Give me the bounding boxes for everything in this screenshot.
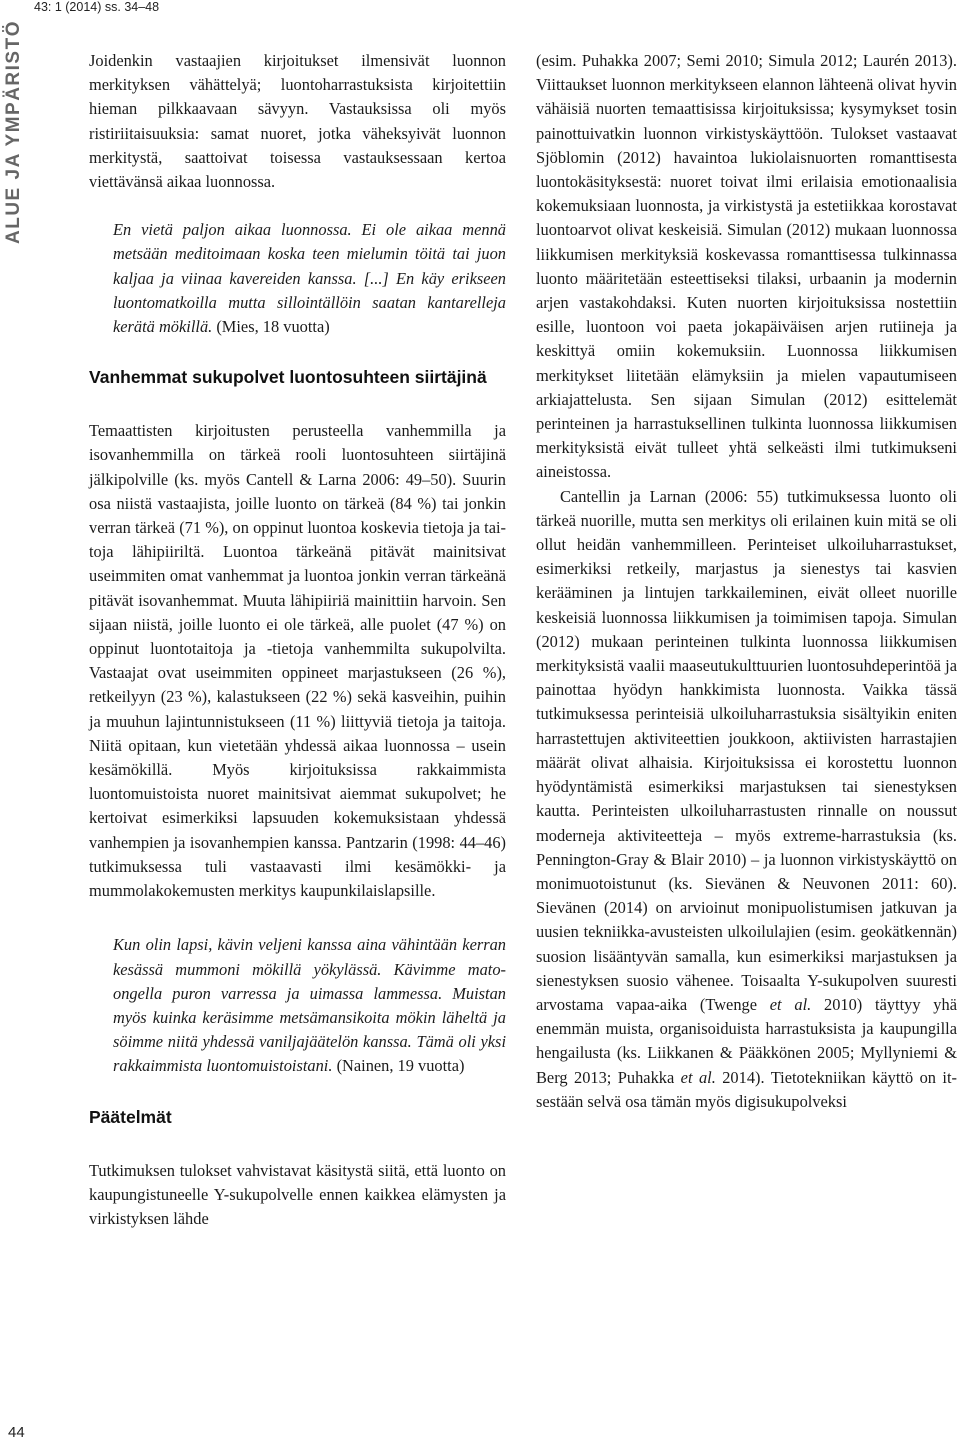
- section-heading: Päätelmät: [89, 1106, 172, 1127]
- body-paragraph: [536, 485, 957, 1114]
- italic-run: et al.: [769, 994, 812, 1014]
- journal-citation: 43: 1 (2014) ss. 34–48: [34, 0, 160, 14]
- section-heading: Vanhemmat sukupolvet luontosuhteen siirtäjinä: [89, 367, 487, 388]
- journal-sidebar-label: ALUE JA YMPÄRISTÖ: [3, 20, 24, 244]
- body-paragraph: Tutkimuksen tulokset vahvistavat käsitystä siitä, että luonto on kaupungistuneelle Y-sukupolvelle ennen kaikkea elämysten ja virkistyksen lähde: [89, 1160, 506, 1228]
- left-column: [89, 49, 506, 1231]
- intro-paragraph: Joidenkin vastaajien kirjoitukset ilmensivät luonnon merkityksen vähättelyä; luontoharrastuksista kirjoitettiin hieman pilkkaavaan sävyyn. Vastauksissa oli myös ristiriitaisuuksia: samat nuoret, jotka väheksyivät luonnon merkitystä, saattoivat toisessa vastauksessaan kertoa viettävänsä aikaa luonnossa.: [89, 51, 506, 192]
- body-paragraph: (esim. Puhakka 2007; Semi 2010; Simula 2012; Laurén 2013). Viittaukset luonnon merkitykseen elannon lähteenä olivat hyvin vähäisiä nuorten temaattisissa kirjoituksissa; kysymykset tosin painottuivatkin luonnon virkistyskäyttöön. Tulokset vastaavat Sjöblomin (2012) havaintoa lukiolaisnuorten romanttisesta luontokäsityksestä: nuoret toivat ilmi erilaisia emotionaalisia kokemuksiaan luonnosta, ja virkistystä ja estetiikkaa korostavat luontoarvot olivat keskeisiä. Simulan (2012) mukaan luonnossa liikkumisen merkityksiä koskevassa romanttisessa tulkinnassa luonto määritetään esteettiseksi tilaksi, urbaanin ja modernin arjen vastakohdaksi. Kuten nuorten kirjoituksissa nostettiin esille, luontoon voi paeta jokapäiväisen arjen rutiineja ja keskittyä omiin kokemuksiin. Luonnossa liikkumisen merkitykset liitetään elämyksiin ja mielen vapautumiseen arkiajattelusta. Sen sijaan Simulan (2012) esittelemät perinteinen ja harrastuksellinen tulkinta luonnossa liikkumisen merkityksistä eivät tulleet yhtä selkeästi ilmi tutkimukseni aineistossa.: [536, 51, 957, 482]
- quote-text: Kun olin lapsi, kävin veljeni kanssa aina vähintään kerran kesässä mummoni mökillä yökylässä. Kävimme mato-ongella puron varressa ja uimassa lammessa. Muistan myös kuinka keräsimme metsämansikoita mökin läheltä ja söimme niitä yhdessä vaniljajäätelön kanssa. Tämä oli yksi rakkaimmista luontomuistoistani.: [113, 935, 506, 1076]
- italic-run: et al.: [680, 1067, 716, 1087]
- page-number: 44: [8, 1424, 25, 1441]
- block-quote-1: [113, 218, 506, 339]
- text-run: 2010) täyttyy yhä enemmän muista, organisoiduista harrastuksista ja kaupungilla hengailusta (ks. Liikkanen & Pääkkönen 2005; Myllyniemi & Berg 2013; Puhakka: [536, 994, 957, 1087]
- quote-source: (Mies, 18 vuotta): [212, 317, 330, 337]
- block-quote-2: [113, 933, 506, 1078]
- text-run: 2014). Tietotekniikan käyttö on itsestään selvä osa tämän myös digisukupolveksi: [536, 1067, 957, 1111]
- quote-text: En vietä paljon aikaa luonnossa. Ei ole aikaa mennä metsään meditoimaan koska teen mielumin töitä tai juon kaljaa ja viinaa kavereiden kanssa. [...] En käy erikseen luontomatkoilla mutta sillointällöin saatan kantarelleja kerätä mökillä.: [113, 220, 506, 337]
- quote-source: (Nainen, 19 vuotta): [332, 1056, 465, 1076]
- right-column: [536, 49, 957, 1114]
- text-run: Cantellin ja Larnan (2006: 55) tutkimuksessa luonto oli tärkeä nuorille, mutta sen merkitys oli erilainen kuin mitä se oli ollut heidän vanhemmilleen. Perinteiset ulkoiluharrastukset, esimerkiksi retkeily, marjastus ja sienestys tai kasvien kerääminen ja lintujen tarkkaileminen, eivät olleet nuorille keskeisiä luonnossa liikkumisen ja toimimisen tapoja. Simulan (2012) mukaan perinteinen tulkinta luonnossa liikkumisen merkityksistä vaalii maaseutukulttuurien luontosuhdeperintöä ja painottaa hyödyn hankkimista luonnosta. Vaikka tässä tutkimuksessa perinteisiä ulkoiluharrastuksia sisältyikin eniten harrastettujen aktiviteettien joukkoon, aktiivisten harrastajien määrät olivat alhaisia. Kirjoituksissa ei korostettu luonnon hyödyntämistä esimerkiksi marjastuksen tai sienestyksen kautta. Perinteisten ulkoiluharrastusten rinnalle on noussut moderneja aktiviteetteja – myös extreme-harrastuksia (ks. Pennington-Gray & Blair 2010) – ja luonnon virkistyskäyttö on monimuotoistunut (ks. Sievänen & Neuvonen 2011: 60). Sievänen (2014) on arvioinut monipuolistumisen jatkuvan ja uusien tekniikka-avusteisten ulkoilulajien (esim. geokätkennän) suosion lisääntyvän samalla, kun esimerkiksi marjastuksen ja sienestyksen suosio vähenee. Toisaalta Y-sukupolven suuresti arvostama vapaa-aika (Twenge: [536, 486, 957, 1014]
- body-paragraph: Temaattisten kirjoitusten perusteella vanhemmilla ja isovanhemmilla on tärkeä rooli luontosuhteen siirtäjinä jälkipolville (ks. myös Cantell & Larna 2006: 49–50). Suurin osa niistä vastaajista, joille luonto on tärkeä (84 %) tai jonkin verran tärkeä (71 %), on oppinut luontoa koskevia tietoja ja taitoja lähipiiriltä. Luontoa tärkeänä pitävät mainitsivat useimmiten omat vanhemmat ja luontoa jonkin verran tärkeänä pitävät isovanhemmat. Muuta lähipiiriä mainittiin harvoin. Sen sijaan niistä, joille luonto ei ole tärkeä, alle puolet (47 %) on oppinut luontotaitoja ja -tietoja vanhemmilta sukupolvilta. Vastaajat ovat useimmiten oppineet marjastukseen (26 %), retkeilyyn (23 %), kalastukseen (22 %) sekä kasveihin, puihin ja muuhun lajintunnistukseen (11 %) liittyviä tietoja ja taitoja. Niitä opitaan, kun vietetään yhdessä aikaa luonnossa – usein kesämökillä. Myös kirjoituksissa rakkaimmista luontomuistoista nuoret mainitsivat aiemmat sukupolvet; he kertoivat esimerkiksi lapsuuden kokemuksistaan yhdessä vanhempien ja isovanhempien kanssa. Pantzarin (1998: 44–46) tutkimuksessa tuli vastaavasti ilmi kesämökki- ja mummolakokemusten merkitys kaupunkilaislapsille.: [89, 421, 506, 901]
